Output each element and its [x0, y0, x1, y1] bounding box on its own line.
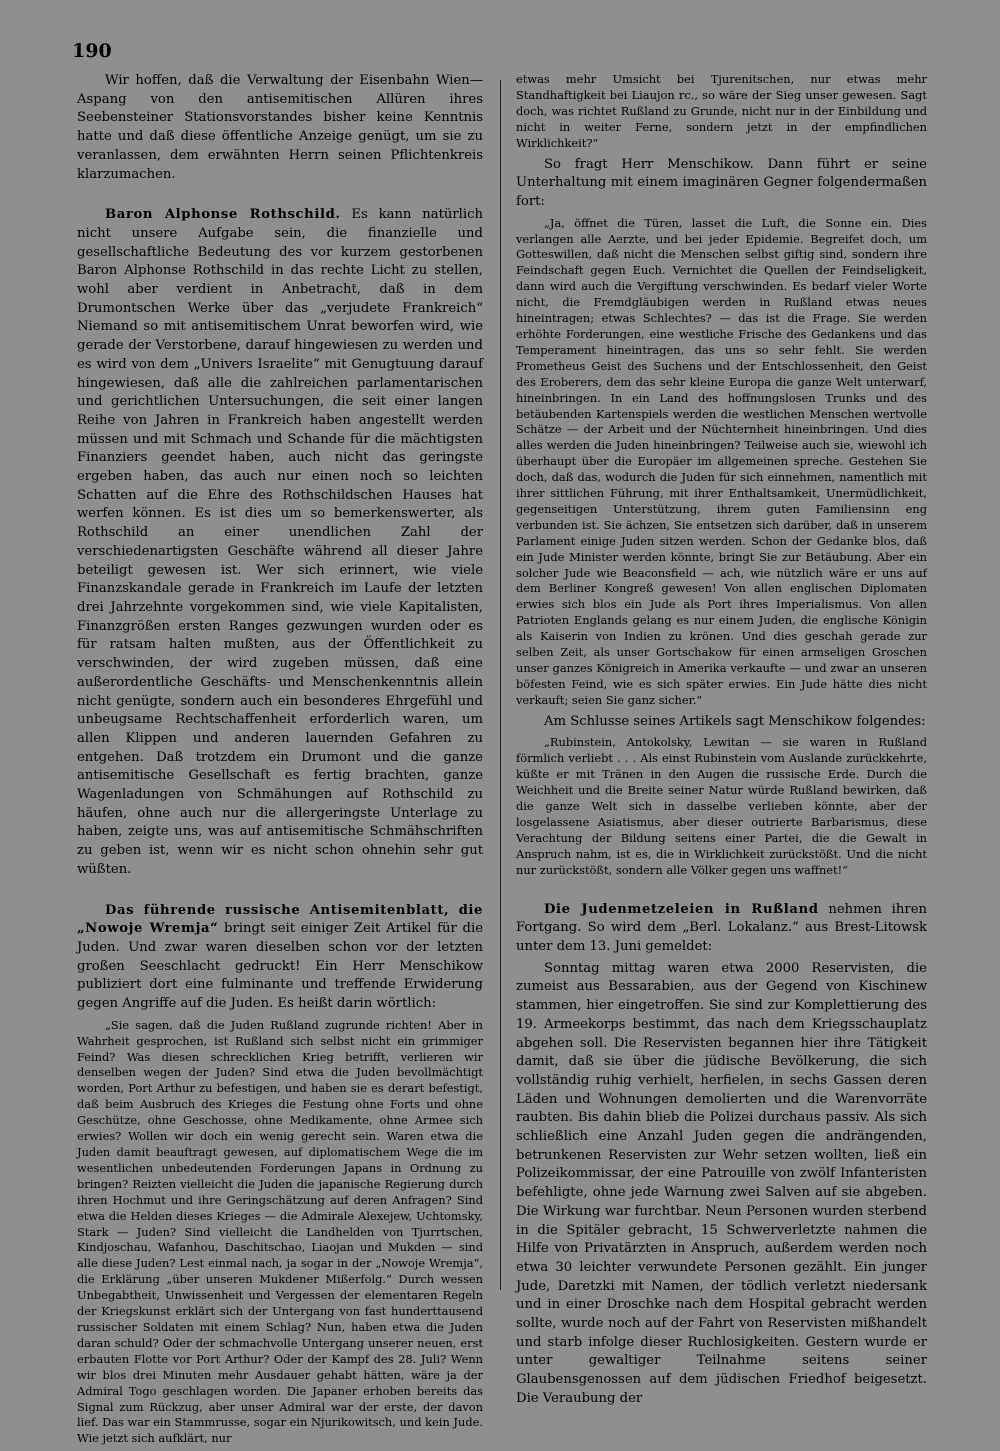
quote-menschikow-1: „Sie sagen, daß die Juden Rußland zugrunde richten! Aber in Wahrheit gesprochen, ist Rußland sich selbst nicht ein grimmiger Feind? Was diesen schrecklichen Krieg betrifft, verlieren wir denselben wegen der Juden? Sind etwa die Juden bevollmächtigt worden, Port Arthur zu befestigen, und haben sie es derart befestigt, daß beim Ausbruch des Krieges die Festung ohne Forts und ohne Geschütze, ohne Geschosse, ohne Medikamente, ohne Armee sich erwies? Wollen wir doch ein wenig gerecht sein. Waren etwa die Juden damit beauftragt gewesen, auf diplomatischem Wege die im wesentlichen unbedeutenden Forderungen Japans in Ordnung zu bringen? Reizten vielleicht die Juden die japanische Regierung durch ihren Hochmut und ihre Geringschätzung auf deren Anfragen? Sind etwa die Helden dieses Krieges — die Admirale Alexejew, Uchtomsky, Stark — Juden? Sind vielleicht die Landhelden von Tjurrtschen, Kindjoschau, Wafanhou, Daschitschao, Liaojan und Mukden — sind alle diese Juden? Lest einmal nach, ja sogar in der „Nowoje Wremja“, die Erklärung „über unseren Mukdener Mißerfolg.“ Durch wessen Unbegabtheit, Unwissenheit und Vergessen der elementaren Regeln der Kriegskunst erklärt sich der Untergang von fast hunderttausend russischer Soldaten mit einem Schlag? Nun, haben etwa die Juden daran schuld? Oder der schmachvolle Untergang unserer neuen, erst erbauten Flotte vor Port Arthur? Oder der Kampf des 28. Juli? Wenn wir blos drei Minuten mehr Ausdauer gehabt hätten, wäre ja der Admiral Togo geschlagen worden. Die Japaner erhoben bereits das Signal zum Rückzug, aber unser Admiral war der erste, der davon lief. Das war ein Stammrusse, sogar ein Njurikowitsch, und kein Jude. Wie jetzt sich aufklärt, nur	[77, 1017, 483, 1446]
headline-wremja: Das führende russische Antisemitenblatt, die „Nowoje Wremja“	[77, 902, 483, 937]
article-judenmetzeleien	[516, 901, 927, 957]
quote-menschikow-2: „Ja, öffnet die Türen, lasset die Luft, die Sonne ein. Dies verlangen alle Aerzte, und bei jeder Epidemie. Begreifet doch, um Gotteswillen, daß nicht die Menschen selbst giftig sind, sondern ihre Feindschaft gegen Euch. Vernichtet die Quellen der Feindseligkeit, dann wird auch die Vergiftung verschwinden. Es bedarf vieler Worte nicht, die Fremdgläubigen werden in Rußland etwas neues hineintragen; etwas Schlechtes? — das ist die Frage. Sie werden erhöhte Forderungen, eine westliche Frische des Gedankens und das Temperament hineintragen, das uns so sehr fehlt. Sie werden Prometheus Geist des Suchens und der Entschlossenheit, den Geist des Eroberers, dem das sehr kleine Europa die ganze Welt unterwarf, hineinbringen. In ein Land des hoffnungslosen Trunks und des betäubenden Kartenspiels werden die westlichen Menschen wertvolle Schätze — der Arbeit und der Nüchternheit hineinbringen. Und dies alles werden die Juden hineinbringen? Teilweise auch sie, wiewohl ich überhaupt über die Europäer im allgemeinen spreche. Gestehen Sie doch, daß das, wodurch die Juden für sich einnehmen, namentlich mit ihrer sittlichen Führung, mit ihrer Enthaltsamkeit, Unermüdlichkeit, gegenseitigen Unterstützung, ihrem guten Familiensinn eng verbunden ist. Sie ächzen, Sie entsetzen sich darüber, daß in unserem Parlament einige Juden sitzen werden. Schon der Gedanke blos, daß ein Jude Minister werden könnte, bringt Sie zur Betäubung. Aber ein solcher Jude wie Beaconsfield — ach, wie nützlich wäre er uns auf dem Berliner Kongreß gewesen! Von allen englischen Diplomaten erwies sich blos ein Jude als Port ihres Imperialismus. Von allen Patrioten Englands gelang es nur einem Juden, die englische Königin als Kaiserin von Indien zu krönen. Und dies geschah gerade zur selben Zeit, als unser Gortschakow für einen armseligen Groschen unser ganzes Königreich in Amerika verkaufte — und zwar an unseren böfesten Feind, wie es sich später erwies. Ein Jude hätte dies nicht verkauft; seien Sie ganz sicher.“	[516, 215, 927, 707]
body-judenmetzeleien: nehmen ihren Fortgang. So wird dem „Berl. Lokalanz.“ aus Brest-Litowsk unter dem 13. Juni gemeldet:	[516, 901, 927, 954]
quote-menschikow-3: „Rubinstein, Antokolsky, Lewitan — sie waren in Rußland förmlich verliebt . . . Als einst Rubinstein vom Auslande zurückkehrte, küßte er mit Tränen in den Augen die russische Erde. Durch die Weichheit und die Breite seiner Natur würde Rußland bewirken, daß die ganze Welt sich in dasselbe verlieben könnte, aber der losgelassene Asiatismus, aber dieser outrierte Barbarismus, diese Verachtung der Bildung seitens einer Partei, die die Gewalt in Anspruch nahm, ist es, die in Wirklichkeit zurückstößt. Und die nicht nur zurückstößt, sondern alle Völker gegen uns waffnet!“	[516, 735, 927, 877]
right-column	[516, 72, 927, 1409]
article-wremja	[77, 902, 483, 1014]
left-column	[77, 72, 483, 1451]
quote-menschikow-1-continued: etwas mehr Umsicht bei Tjurenitschen, nur etwas mehr Standhaftigkeit bei Liaujon rc., so wäre der Sieg unser gewesen. Sagt doch, was richtet Rußland zu Grunde, nicht nur in der Einbildung und nicht in weiter Ferne, sondern jetzt in der empfindlichen Wirklichkeit?“	[516, 72, 927, 150]
headline-judenmetzeleien: Die Judenmetzeleien in Rußland	[544, 901, 819, 917]
column-divider	[500, 80, 501, 1290]
article-rothschild	[77, 206, 483, 879]
paragraph-schluss: Am Schlusse seines Artikels sagt Menschikow folgendes:	[544, 713, 926, 729]
paragraph-report-brest: Sonntag mittag waren etwa 2000 Reservisten, die zumeist aus Bessarabien, aus der Gegend von Kischinew stammen, hier eingetroffen. Sie sind zur Komplettierung des 19. Armeekorps bestimmt, das nach dem Kriegsschauplatz abgehen soll. Die Reservisten begannen hier ihre Tätigkeit damit, daß sie über die jüdische Bevölkerung, die sich vollständig ruhig verhielt, herfielen, in sechs Gassen deren Läden und Wohnungen demolierten und die Warenvorräte raubten. Bis dahin blieb die Polizei durchaus passiv. Als sich schließlich eine Anzahl Juden gegen die andrängenden, betrunkenen Reservisten zur Wehr setzen wollten, ließ ein Polizeikommissar, der eine Patrouille von zwölf Infanteristen befehligte, ohne jede Warnung zwei Salven auf sie abgeben. Die Wirkung war furchtbar. Neun Personen wurden sterbend in die Spitäler gebracht, 15 Schwerverletzte nahmen die Hilfe von Privatärzten in Anspruch, außerdem werden noch etwa 30 leichter verwundete Personen gezählt. Ein junger Jude, Daretzki mit Namen, der tödlich verletzt niedersank und in einer Droschke nach dem Hospital gebracht werden sollte, wurde noch auf der Fahrt von Reservisten mißhandelt und starb infolge dieser Ruchlosigkeiten. Gestern wurde er unter gewaltiger Teilnahme seitens seiner Glaubensgenossen auf dem jüdischen Friedhof beigesetzt. Die Veraubung der	[516, 960, 927, 1406]
paragraph-eisenbahn: Wir hoffen, daß die Verwaltung der Eisenbahn Wien—Aspang von den antisemitischen Allüren ihres Seebensteiner Stationsvorstandes bisher keine Kenntnis hatte und daß diese öffentliche Anzeige genügt, um sie zu veranlassen, dem erwähnten Herrn seinen Pflichtenkreis klarzumachen.	[77, 73, 483, 182]
body-rothschild: Es kann natürlich nicht unsere Aufgabe sein, die finanzielle und gesellschaftliche Bedeutung des vor kurzem gestorbenen Baron Alphonse Rothschild in das rechte Licht zu stellen, wohl aber verdient in Anbetracht, daß in dem Drumontschen Werke über das „verjudete Frankreich“ Niemand so mit antisemitischem Unrat beworfen wird, wie gerade der Verstorbene, darauf hingewiesen zu werden und es wird von dem „Univers Israelite“ mit Genugtuung darauf hingewiesen, daß alle die zahlreichen parlamentarischen und gerichtlichen Untersuchungen, die seit einer langen Reihe von Jahren in Frankreich haben angestellt werden müssen und mit Schmach und Schande für die mächtigsten Finanziers geendet haben, auch nicht das geringste ergeben haben, das auch nur einen noch so leichten Schatten auf die Ehre des Rothschildschen Hauses hat werfen können. Es ist dies um so bemerkenswerter, als Rothschild an einer unendlichen Zahl der verschiedenartigsten Geschäfte während all dieser Jahre beteiligt gewesen ist. Wer sich erinnert, wie viele Finanzskandale gerade in Frankreich im Laufe der letzten drei Jahrzehnte vorgekommen sind, wie viele Kapitalisten, Finanzgrößen ersten Ranges gezwungen wurden oder es für ratsam halten mußten, aus der Öffentlichkeit zu verschwinden, der wird zugeben müssen, daß eine außerordentliche Geschäfts- und Menschenkenntnis allein nicht genügte, sondern auch ein besonderes Ehrgefühl und unbeugsame Rechtschaffenheit erforderlich waren, um allen Klippen und anderen lauernden Gefahren zu entgehen. Daß trotzdem ein Drumont und die ganze antisemitische Gesellschaft es fertig brachten, ganze Wagenladungen von Schmähungen auf Rothschild zu häufen, ohne auch nur die allergeringste Unterlage zu haben, zeigte uns, was auf antisemitische Schmähschriften zu geben ist, wenn wir es nicht schon ohnehin sehr gut wüßten.	[77, 207, 483, 877]
paragraph-fragt: So fragt Herr Menschikow. Dann führt er seine Unterhaltung mit einem imaginären Gegner folgendermaßen fort:	[516, 156, 927, 209]
page-number: 190	[72, 40, 112, 62]
headline-rothschild: Baron Alphonse Rothschild.	[105, 207, 341, 223]
body-wremja: bringt seit einiger Zeit Artikel für die Juden. Und zwar waren dieselben schon vor der letzten großen Seeschlacht gedruckt! Ein Herr Menschikow publiziert dort eine fulminante und treffende Erwiderung gegen Angriffe auf die Juden. Es heißt darin wörtlich:	[77, 921, 483, 1012]
